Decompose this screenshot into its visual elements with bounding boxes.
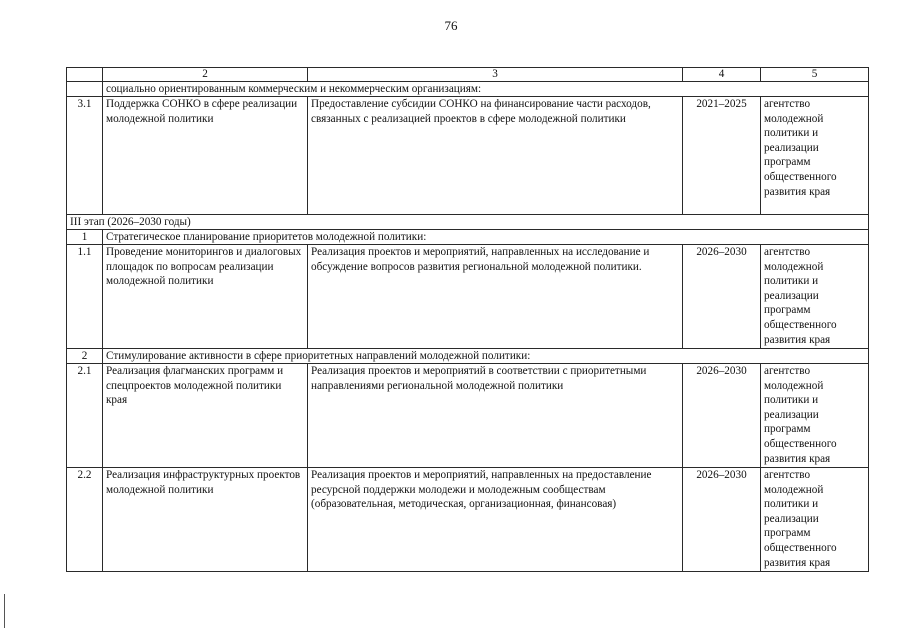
scan-edge-mark — [4, 594, 5, 628]
activity-name: Реализация инфраструктурных проектов молодежной политики — [103, 468, 308, 572]
activity-executor: агентство молодежной политики и реализации программ общественного развития края — [761, 468, 869, 572]
table-row — [67, 97, 869, 215]
column-header-4: 4 — [683, 68, 761, 82]
row-number: 2.1 — [67, 364, 103, 468]
activity-description: Реализация проектов и мероприятий в соответствии с приоритетными направлениями региональной молодежной политики — [308, 364, 683, 468]
section-row — [67, 230, 869, 245]
activity-period: 2026–2030 — [683, 364, 761, 468]
row-number: 3.1 — [67, 97, 103, 215]
row-number: 2.2 — [67, 468, 103, 572]
activity-name: Поддержка СОНКО в сфере реализации молодежной политики — [103, 97, 308, 215]
activity-executor: агентство молодежной политики и реализации программ общественного развития края — [761, 364, 869, 468]
program-table — [66, 67, 869, 572]
column-header-5: 5 — [761, 68, 869, 82]
section-row — [67, 349, 869, 364]
table-header-row — [67, 68, 869, 82]
activity-executor: агентство молодежной политики и реализации программ общественного развития края — [761, 245, 869, 349]
stage-heading: III этап (2026–2030 годы) — [67, 215, 869, 230]
activity-executor: агентство молодежной политики и реализации программ общественного развития края — [761, 97, 869, 215]
section-title: Стратегическое планирование приоритетов молодежной политики: — [103, 230, 869, 245]
page-number: 76 — [444, 18, 458, 33]
table-row — [67, 364, 869, 468]
section-number: 1 — [67, 230, 103, 245]
activity-period: 2021–2025 — [683, 97, 761, 215]
activity-name: Реализация флагманских программ и спецпроектов молодежной политики края — [103, 364, 308, 468]
section-number: 2 — [67, 349, 103, 364]
carry-over-num-cell — [67, 82, 103, 97]
activity-description: Предоставление субсидии СОНКО на финансирование части расходов, связанных с реализацией проектов в сфере молодежной политики — [308, 97, 683, 215]
activity-period: 2026–2030 — [683, 468, 761, 572]
row-number: 1.1 — [67, 245, 103, 349]
activity-description: Реализация проектов и мероприятий, направленных на предоставление ресурсной поддержки молодежи и молодежным сообществам (образовательная, методическая, организационная, финансовая) — [308, 468, 683, 572]
carry-over-row — [67, 82, 869, 97]
carry-over-heading: социально ориентированным коммерческим и некоммерческим организациям: — [103, 82, 869, 97]
stage-heading-row — [67, 215, 869, 230]
activity-description: Реализация проектов и мероприятий, направленных на исследование и обсуждение вопросов развития региональной молодежной политики. — [308, 245, 683, 349]
table-row — [67, 468, 869, 572]
activity-period: 2026–2030 — [683, 245, 761, 349]
activity-name: Проведение мониторингов и диалоговых площадок по вопросам реализации молодежной политики — [103, 245, 308, 349]
column-header-2: 2 — [103, 68, 308, 82]
table-row — [67, 245, 869, 349]
section-title: Стимулирование активности в сфере приоритетных направлений молодежной политики: — [103, 349, 869, 364]
column-header-3: 3 — [308, 68, 683, 82]
column-header-1 — [67, 68, 103, 82]
